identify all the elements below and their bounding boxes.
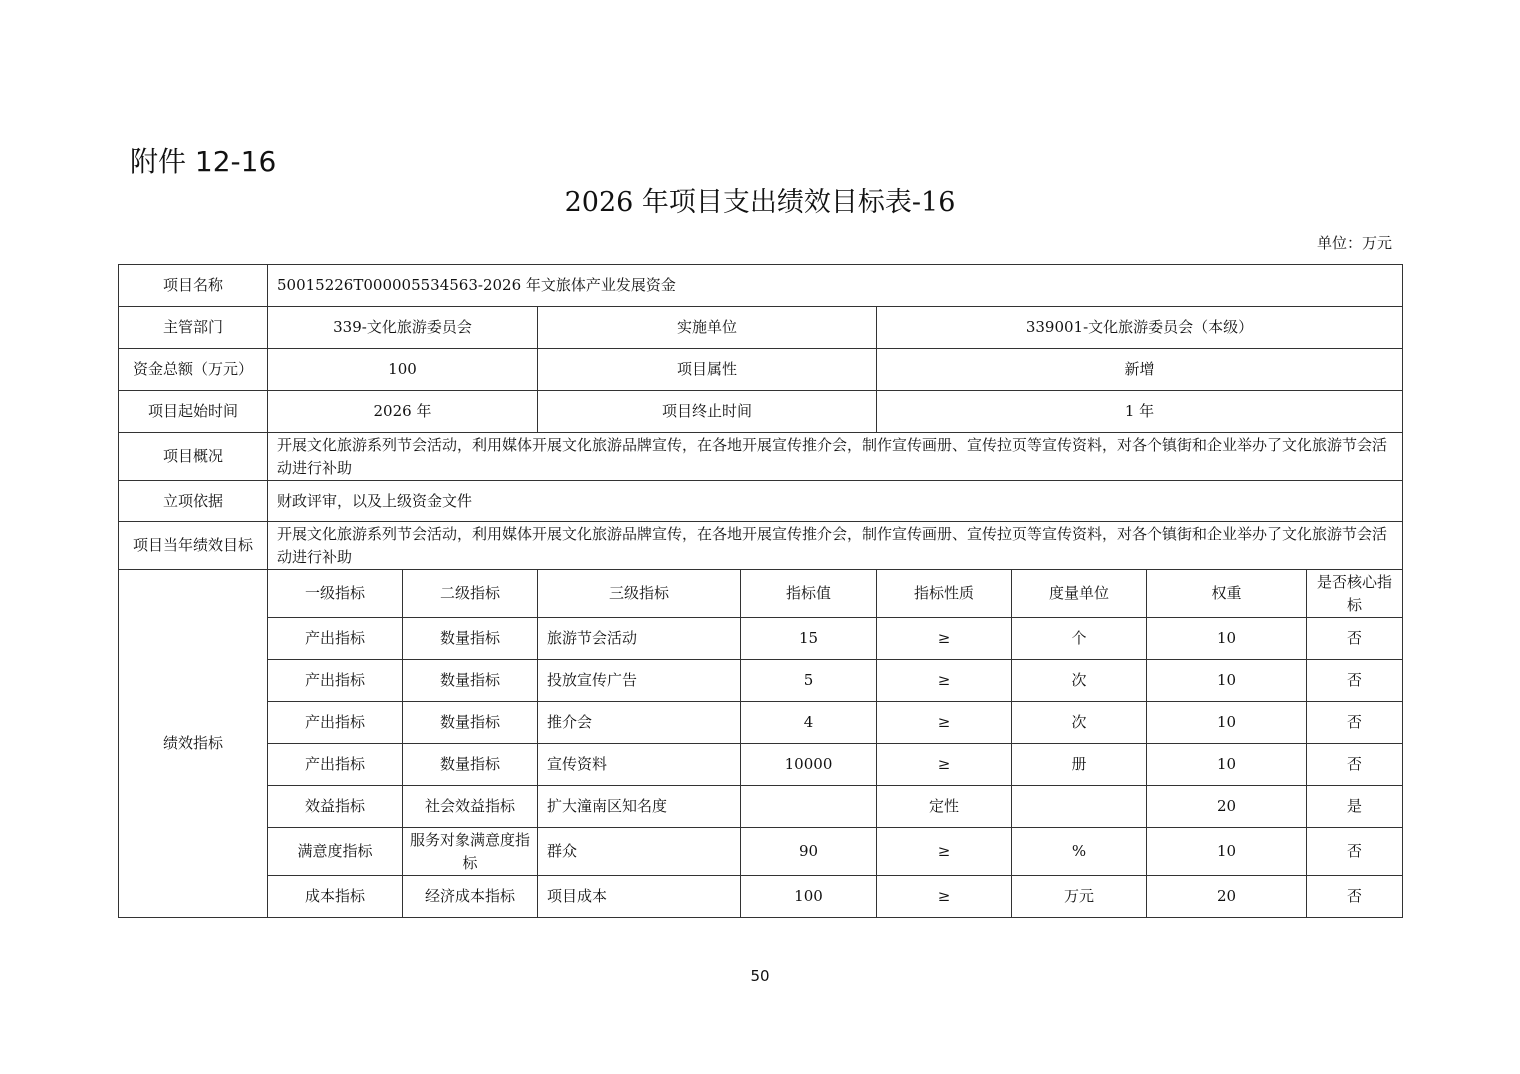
label-basis: 立项依据 — [119, 481, 268, 522]
value-basis: 财政评审，以及上级资金文件 — [268, 481, 1403, 522]
cell-level3: 投放宣传广告 — [538, 660, 741, 702]
cell-level2: 经济成本指标 — [403, 876, 538, 918]
header-level2: 二级指标 — [403, 570, 538, 618]
cell-unit: 次 — [1012, 702, 1147, 744]
row-department — [119, 307, 1403, 349]
value-implementer: 339001-文化旅游委员会（本级） — [877, 307, 1403, 349]
row-basis — [119, 481, 1403, 522]
label-indicators: 绩效指标 — [119, 570, 268, 918]
cell-unit: % — [1012, 828, 1147, 876]
value-start-time: 2026 年 — [268, 391, 538, 433]
value-department: 339-文化旅游委员会 — [268, 307, 538, 349]
unit-note: 单位：万元 — [1316, 234, 1392, 252]
cell-target-value — [741, 786, 877, 828]
cell-nature: ≥ — [877, 828, 1012, 876]
indicator-row — [119, 660, 1403, 702]
label-overview: 项目概况 — [119, 433, 268, 481]
cell-level1: 产出指标 — [268, 660, 403, 702]
label-implementer: 实施单位 — [538, 307, 877, 349]
row-project-name — [119, 265, 1403, 307]
indicator-row — [119, 702, 1403, 744]
performance-target-table — [118, 264, 1403, 918]
indicator-row — [119, 828, 1403, 876]
cell-unit: 次 — [1012, 660, 1147, 702]
indicator-row — [119, 744, 1403, 786]
header-core: 是否核心指标 — [1307, 570, 1403, 618]
cell-weight: 10 — [1147, 660, 1307, 702]
cell-core: 是 — [1307, 786, 1403, 828]
cell-level1: 产出指标 — [268, 702, 403, 744]
cell-level2: 服务对象满意度指标 — [403, 828, 538, 876]
cell-level3: 项目成本 — [538, 876, 741, 918]
cell-unit — [1012, 786, 1147, 828]
cell-core: 否 — [1307, 618, 1403, 660]
cell-weight: 10 — [1147, 702, 1307, 744]
value-project-attribute: 新增 — [877, 349, 1403, 391]
label-annual-goal: 项目当年绩效目标 — [119, 522, 268, 570]
cell-weight: 10 — [1147, 618, 1307, 660]
cell-nature: ≥ — [877, 876, 1012, 918]
value-end-time: 1 年 — [877, 391, 1403, 433]
cell-level2: 社会效益指标 — [403, 786, 538, 828]
header-target-value: 指标值 — [741, 570, 877, 618]
cell-level3: 群众 — [538, 828, 741, 876]
header-nature: 指标性质 — [877, 570, 1012, 618]
page-number: 50 — [750, 967, 770, 985]
cell-unit: 万元 — [1012, 876, 1147, 918]
cell-level1: 满意度指标 — [268, 828, 403, 876]
cell-weight: 20 — [1147, 876, 1307, 918]
cell-level2: 数量指标 — [403, 618, 538, 660]
header-unit: 度量单位 — [1012, 570, 1147, 618]
page-title: 2026 年项目支出绩效目标表-16 — [564, 187, 956, 218]
cell-nature: ≥ — [877, 660, 1012, 702]
cell-level3: 宣传资料 — [538, 744, 741, 786]
header-level3: 三级指标 — [538, 570, 741, 618]
cell-core: 否 — [1307, 702, 1403, 744]
indicator-row — [119, 786, 1403, 828]
cell-level1: 产出指标 — [268, 618, 403, 660]
cell-nature: ≥ — [877, 618, 1012, 660]
cell-level1: 成本指标 — [268, 876, 403, 918]
cell-level3: 旅游节会活动 — [538, 618, 741, 660]
cell-target-value: 4 — [741, 702, 877, 744]
cell-target-value: 15 — [741, 618, 877, 660]
cell-unit: 个 — [1012, 618, 1147, 660]
cell-target-value: 10000 — [741, 744, 877, 786]
value-annual-goal: 开展文化旅游系列节会活动，利用媒体开展文化旅游品牌宣传，在各地开展宣传推介会，制作宣传画册、宣传拉页等宣传资料，对各个镇街和企业举办了文化旅游节会活动进行补助 — [268, 522, 1403, 570]
header-weight: 权重 — [1147, 570, 1307, 618]
cell-level1: 效益指标 — [268, 786, 403, 828]
label-end-time: 项目终止时间 — [538, 391, 877, 433]
label-project-name: 项目名称 — [119, 265, 268, 307]
cell-core: 否 — [1307, 744, 1403, 786]
cell-level2: 数量指标 — [403, 702, 538, 744]
value-overview: 开展文化旅游系列节会活动，利用媒体开展文化旅游品牌宣传，在各地开展宣传推介会，制作宣传画册、宣传拉页等宣传资料，对各个镇街和企业举办了文化旅游节会活动进行补助 — [268, 433, 1403, 481]
cell-target-value: 100 — [741, 876, 877, 918]
cell-weight: 20 — [1147, 786, 1307, 828]
cell-target-value: 90 — [741, 828, 877, 876]
attachment-label: 附件 12-16 — [130, 145, 277, 178]
row-period — [119, 391, 1403, 433]
cell-nature: 定性 — [877, 786, 1012, 828]
cell-weight: 10 — [1147, 744, 1307, 786]
cell-core: 否 — [1307, 828, 1403, 876]
indicator-header-row — [119, 570, 1403, 618]
indicator-row — [119, 618, 1403, 660]
value-project-name: 50015226T000005534563-2026 年文旅体产业发展资金 — [268, 265, 1403, 307]
header-level1: 一级指标 — [268, 570, 403, 618]
value-fund-total: 100 — [268, 349, 538, 391]
cell-weight: 10 — [1147, 828, 1307, 876]
cell-level2: 数量指标 — [403, 744, 538, 786]
row-annual-goal — [119, 522, 1403, 570]
label-fund-total: 资金总额（万元） — [119, 349, 268, 391]
cell-level2: 数量指标 — [403, 660, 538, 702]
label-start-time: 项目起始时间 — [119, 391, 268, 433]
cell-target-value: 5 — [741, 660, 877, 702]
label-department: 主管部门 — [119, 307, 268, 349]
row-overview — [119, 433, 1403, 481]
cell-level3: 推介会 — [538, 702, 741, 744]
label-project-attribute: 项目属性 — [538, 349, 877, 391]
cell-level3: 扩大潼南区知名度 — [538, 786, 741, 828]
cell-nature: ≥ — [877, 744, 1012, 786]
cell-nature: ≥ — [877, 702, 1012, 744]
cell-core: 否 — [1307, 876, 1403, 918]
indicator-row — [119, 876, 1403, 918]
cell-core: 否 — [1307, 660, 1403, 702]
cell-unit: 册 — [1012, 744, 1147, 786]
row-fund — [119, 349, 1403, 391]
cell-level1: 产出指标 — [268, 744, 403, 786]
